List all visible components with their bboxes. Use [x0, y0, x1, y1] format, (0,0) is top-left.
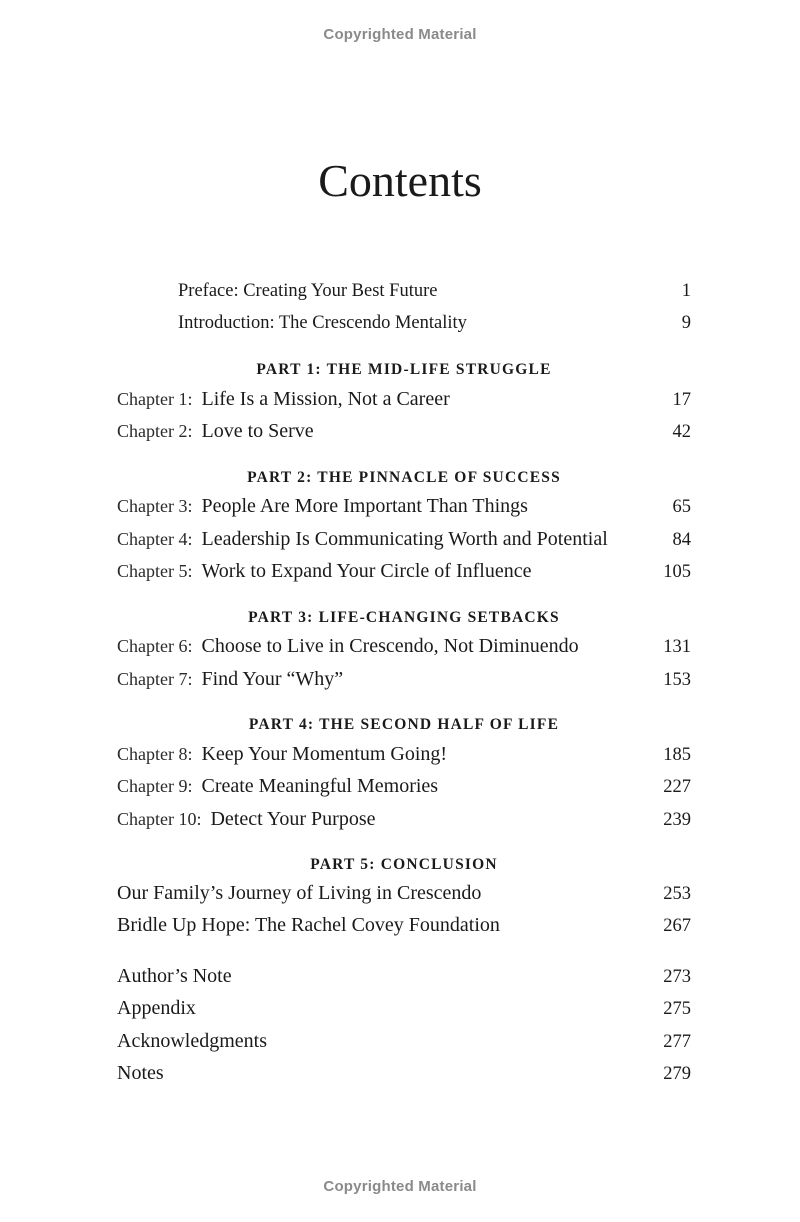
chapter-number: Chapter 3: — [117, 496, 193, 516]
entry-title: Notes — [117, 1062, 164, 1084]
chapter-number: Chapter 1: — [117, 389, 193, 409]
entry-page: 273 — [663, 967, 691, 987]
entry-page: 267 — [663, 916, 691, 936]
chapter-number: Chapter 8: — [117, 744, 193, 764]
toc-entry-chapter-2[interactable] — [117, 420, 691, 450]
chapter-number: Chapter 10: — [117, 809, 202, 829]
entry-title: Keep Your Momentum Going! — [201, 743, 448, 765]
entry-title: People Are More Important Than Things — [201, 495, 528, 517]
toc-entry-introduction[interactable] — [178, 313, 691, 343]
chapter-number: Chapter 6: — [117, 636, 193, 656]
entry-page: 227 — [663, 777, 691, 797]
entry-page: 42 — [672, 422, 691, 442]
entry-page: 131 — [663, 637, 691, 657]
entry-title: Find Your “Why” — [201, 668, 344, 690]
entry-title: Introduction: The Crescendo Mentality — [178, 313, 467, 333]
chapter-number: Chapter 9: — [117, 776, 193, 796]
entry-title: Appendix — [117, 997, 196, 1019]
toc-entry-chapter-6[interactable] — [117, 635, 691, 665]
toc-entry-chapter-7[interactable] — [117, 668, 691, 698]
toc-entry-bridle-up-hope[interactable] — [117, 914, 691, 944]
entry-title: Detect Your Purpose — [210, 808, 376, 830]
toc-entry-chapter-10[interactable] — [117, 808, 691, 838]
entry-title: Create Meaningful Memories — [201, 775, 439, 797]
entry-title: Preface: Creating Your Best Future — [178, 281, 438, 301]
toc-entry-chapter-1[interactable] — [117, 388, 691, 418]
entry-page: 279 — [663, 1064, 691, 1084]
entry-title: Leadership Is Communicating Worth and Potential — [201, 528, 608, 550]
toc-entry-appendix[interactable] — [117, 997, 691, 1027]
toc-entry-notes[interactable] — [117, 1062, 691, 1092]
entry-title: Work to Expand Your Circle of Influence — [201, 560, 532, 582]
entry-page: 239 — [663, 810, 691, 830]
entry-title: Life Is a Mission, Not a Career — [201, 388, 450, 410]
toc-entry-chapter-8[interactable] — [117, 743, 691, 773]
entry-title: Love to Serve — [201, 420, 314, 442]
entry-page: 253 — [663, 884, 691, 904]
entry-page: 65 — [672, 497, 691, 517]
footer-copyright: Copyrighted Material — [323, 1178, 477, 1195]
toc-entry-authors-note[interactable] — [117, 965, 691, 995]
entry-page: 275 — [663, 999, 691, 1019]
toc-entry-chapter-5[interactable] — [117, 560, 691, 590]
part-heading-4: PART 4: THE SECOND HALF OF LIFE — [248, 716, 560, 733]
toc-entry-chapter-9[interactable] — [117, 775, 691, 805]
toc-entry-family-journey[interactable] — [117, 882, 691, 912]
entry-page: 17 — [672, 390, 691, 410]
toc-entry-preface[interactable] — [178, 281, 691, 311]
toc-entry-acknowledgments[interactable] — [117, 1030, 691, 1060]
chapter-number: Chapter 2: — [117, 421, 193, 441]
chapter-number: Chapter 7: — [117, 669, 193, 689]
entry-page: 9 — [681, 313, 691, 333]
chapter-number: Chapter 5: — [117, 561, 193, 581]
toc-entry-chapter-3[interactable] — [117, 495, 691, 525]
entry-title: Choose to Live in Crescendo, Not Diminuendo — [201, 635, 579, 657]
entry-page: 1 — [681, 281, 691, 301]
entry-page: 153 — [663, 670, 691, 690]
part-heading-3: PART 3: LIFE-CHANGING SETBACKS — [248, 609, 560, 626]
toc-entry-chapter-4[interactable] — [117, 528, 691, 558]
part-heading-5: PART 5: CONCLUSION — [310, 856, 498, 873]
part-heading-2: PART 2: THE PINNACLE OF SUCCESS — [247, 469, 561, 486]
entry-page: 105 — [663, 562, 691, 582]
entry-page: 185 — [663, 745, 691, 765]
entry-title: Our Family’s Journey of Living in Crescendo — [117, 882, 482, 904]
header-copyright: Copyrighted Material — [323, 26, 477, 43]
page-title: Contents — [318, 155, 482, 206]
part-heading-1: PART 1: THE MID-LIFE STRUGGLE — [256, 361, 552, 378]
entry-title: Acknowledgments — [117, 1030, 267, 1052]
entry-title: Bridle Up Hope: The Rachel Covey Foundation — [117, 914, 500, 936]
entry-page: 84 — [672, 530, 691, 550]
entry-title: Author’s Note — [117, 965, 232, 987]
chapter-number: Chapter 4: — [117, 529, 193, 549]
entry-page: 277 — [663, 1032, 691, 1052]
